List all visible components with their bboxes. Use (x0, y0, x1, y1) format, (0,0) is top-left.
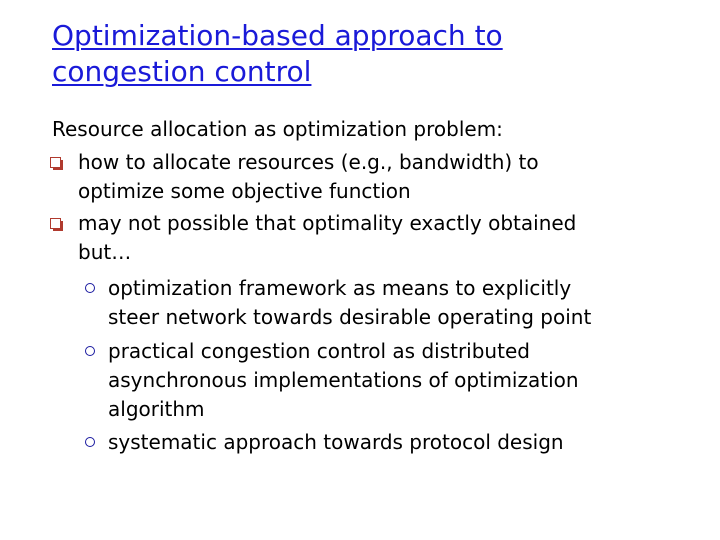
slide-title-line-1: Optimization-based approach to (52, 19, 503, 52)
bullet-text-line: may not possible that optimality exactly obtained (78, 211, 577, 235)
sub-bullet-text-line: asynchronous implementations of optimization (108, 368, 579, 392)
bullet-text-line: but… (78, 240, 132, 264)
sub-bullet-text-line: optimization framework as means to explicitly (108, 276, 572, 300)
intro-text: Resource allocation as optimization problem: (52, 117, 503, 141)
circle-bullet-icon (85, 283, 95, 293)
sub-bullet-text-line: algorithm (108, 397, 205, 421)
bullet-text-line: optimize some objective function (78, 179, 411, 203)
sub-bullet-text-line: practical congestion control as distributed (108, 339, 530, 363)
bullet-text-line: how to allocate resources (e.g., bandwidth) to (78, 150, 539, 174)
bullet-item-allocate-resources (78, 148, 688, 206)
slide-title (52, 18, 692, 90)
circle-bullet-icon (85, 437, 95, 447)
sub-bullet-item-practical-congestion-control (108, 337, 698, 424)
sub-bullet-text-line: systematic approach towards protocol design (108, 430, 564, 454)
sub-bullet-text-line: steer network towards desirable operating point (108, 305, 592, 329)
square-bullet-icon (50, 157, 61, 168)
bullet-item-optimality-not-obtained (78, 209, 688, 267)
square-bullet-icon (50, 218, 61, 229)
sub-bullet-item-systematic-approach (108, 428, 698, 457)
circle-bullet-icon (85, 346, 95, 356)
sub-bullet-item-optimization-framework (108, 274, 698, 332)
slide-title-line-2: congestion control (52, 55, 312, 88)
